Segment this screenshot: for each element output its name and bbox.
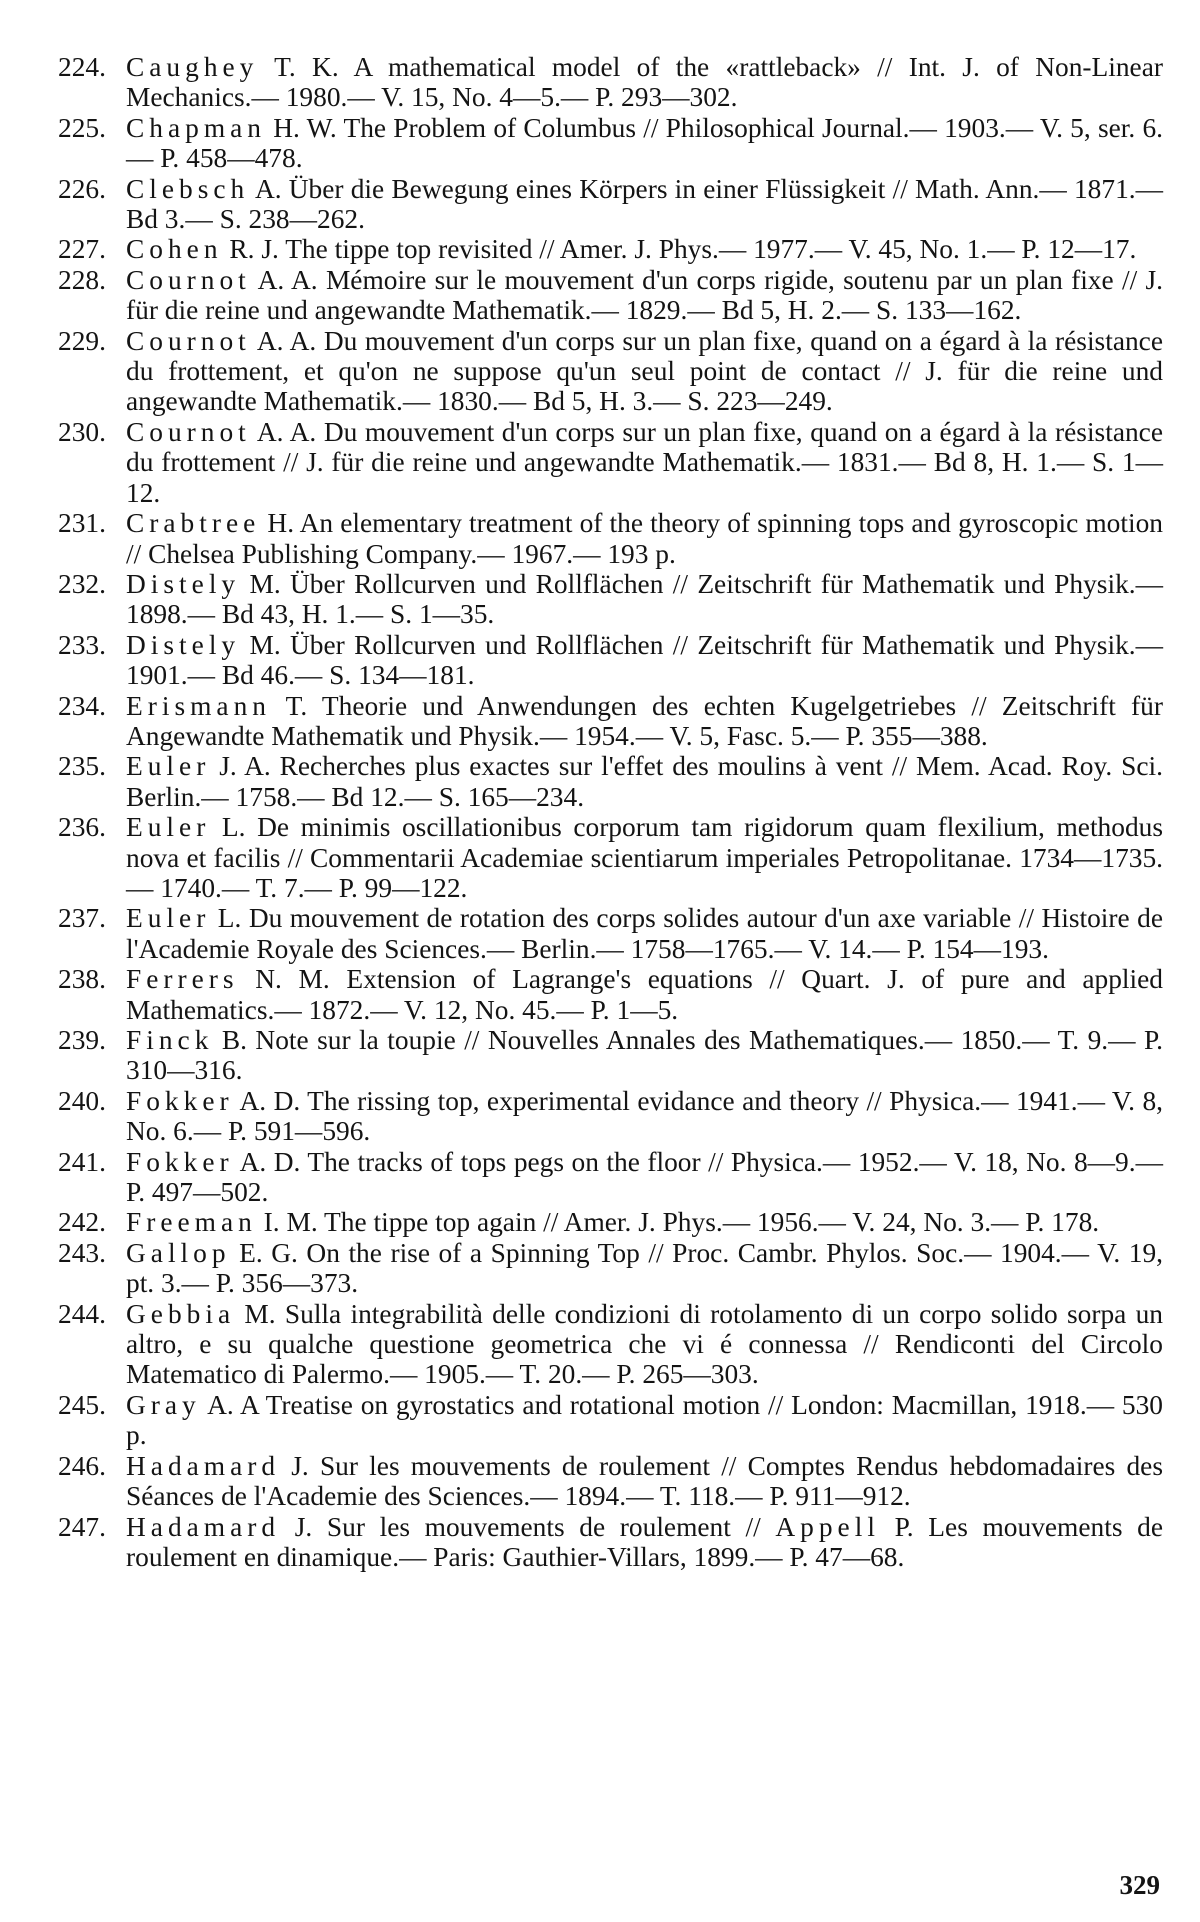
entry-author: Gallop: [126, 1237, 231, 1268]
entry-number: 234.: [58, 690, 106, 721]
bibliography-entry: [58, 1299, 1163, 1390]
entry-author-secondary: Appell: [775, 1511, 880, 1542]
entry-author: Chapman: [126, 112, 266, 143]
entry-text: J. Sur les mouvements de roulement // Comptes Rendus hebdomadaires des Séances de l'Academie des Sciences.— 1894.— T. 118.— P. 911—912.: [126, 1450, 1163, 1512]
entry-author: Gebbia: [126, 1298, 236, 1329]
entry-text: J. Sur les mouvements de roulement //: [280, 1511, 776, 1542]
entry-text: A. A. Mémoire sur le mouvement d'un corps rigide, soutenu par un plan fixe // J. für die reine und angewandte Mathematik.— 1829.— Bd 5, H. 2.— S. 133—162.: [126, 264, 1163, 326]
bibliography-entry: [58, 417, 1163, 508]
entry-author: Crabtree: [126, 508, 261, 539]
bibliography-entry: [58, 174, 1163, 235]
entry-number: 244.: [58, 1298, 106, 1329]
entry-number: 236.: [58, 812, 106, 843]
entry-text: B. Note sur la toupie // Nouvelles Annales des Mathematiques.— 1850.— T. 9.— P. 310—316.: [126, 1025, 1163, 1086]
entry-text: N. M. Extension of Lagrange's equations // Quart. J. of pure and applied Mathematics.— 1872.— V. 12, No. 45.— P. 1—5.: [126, 964, 1163, 1025]
entry-text: L. Du mouvement de rotation des corps solides autour d'un axe variable // Histoire de l'Academie Royale des Sciences.— Berlin.— 1758—1765.— V. 14.— P. 154—193.: [126, 903, 1163, 964]
entry-text: A. D. The rissing top, experimental evidance and theory // Physica.— 1941.— V. 8, No. 6.— P. 591—596.: [126, 1085, 1163, 1147]
bibliography-entry: [58, 265, 1163, 326]
bibliography-entry: [58, 1451, 1163, 1512]
entry-author: Cohen: [126, 234, 223, 265]
entry-number: 239.: [58, 1025, 106, 1055]
entry-author: Hadamard: [126, 1450, 281, 1481]
bibliography-entry: [58, 52, 1163, 113]
entry-text: A. D. The tracks of tops pegs on the floor // Physica.— 1952.— V. 18, No. 8—9.— P. 497—502.: [126, 1146, 1163, 1208]
entry-number: 224.: [58, 52, 106, 82]
bibliography-entry: [58, 569, 1163, 630]
entry-number: 241.: [58, 1146, 106, 1177]
page-number: 329: [1119, 1870, 1160, 1900]
bibliography-entry: [58, 1025, 1163, 1086]
entry-text: E. G. On the rise of a Spinning Top // Proc. Cambr. Phylos. Soc.— 1904.— V. 19, pt. 3.— P. 356—373.: [126, 1237, 1163, 1299]
entry-author: Finck: [126, 1025, 214, 1055]
bibliography-entry: [58, 903, 1163, 964]
entry-author: Fokker: [126, 1085, 234, 1116]
bibliography-entry: [58, 326, 1163, 417]
bibliography-entry: [58, 964, 1163, 1025]
bibliography-entry: [58, 630, 1163, 691]
entry-number: 231.: [58, 508, 106, 539]
entry-number: 238.: [58, 964, 106, 995]
entry-author: Cournot: [126, 264, 251, 295]
entry-number: 229.: [58, 325, 106, 356]
entry-author: Distely: [126, 568, 241, 599]
entry-author: Caughey: [126, 52, 259, 82]
entry-number: 235.: [58, 751, 106, 782]
entry-number: 237.: [58, 903, 106, 934]
entry-author: Euler: [126, 751, 211, 782]
entry-text: M. Über Rollcurven und Rollflächen // Zeitschrift für Mathematik und Physik.— 1898.— Bd 43, H. 1.— S. 1—35.: [126, 568, 1163, 630]
entry-text-continued: P. Les mouvements de roulement en dinamique.— Paris: Gauthier-Villars, 1899.— P. 47—68.: [126, 1511, 1163, 1572]
entry-author: Hadamard: [126, 1511, 281, 1542]
entry-author: Fokker: [126, 1146, 234, 1177]
entry-text: A. A. Du mouvement d'un corps sur un plan fixe, quand on a égard à la résistance du frottement, et qu'on ne suppose qu'un seul point de contact // J. für die reine und angewandte Mathematik.— 1830.— Bd 5, H. 3.— S. 223—249.: [126, 325, 1163, 417]
entry-author: Freeman: [126, 1207, 257, 1238]
bibliography-entry: [58, 812, 1163, 903]
entry-text: M. Über Rollcurven und Rollflächen // Zeitschrift für Mathematik und Physik.— 1901.— Bd 46.— S. 134—181.: [126, 629, 1163, 691]
entry-author: Euler: [126, 812, 211, 843]
bibliography-list: [58, 52, 1163, 1572]
entry-author: Distely: [126, 629, 241, 660]
entry-number: 245.: [58, 1389, 106, 1420]
entry-author: Clebsch: [126, 173, 250, 204]
entry-number: 247.: [58, 1511, 106, 1542]
entry-text: A. A. Du mouvement d'un corps sur un plan fixe, quand on a égard à la résistance du frottement // J. für die reine und angewandte Mathematik.— 1831.— Bd 8, H. 1.— S. 1—12.: [126, 416, 1163, 508]
entry-author: Gray: [126, 1389, 201, 1420]
entry-number: 242.: [58, 1207, 106, 1238]
entry-number: 226.: [58, 173, 106, 204]
entry-number: 233.: [58, 629, 106, 660]
entry-number: 228.: [58, 264, 106, 295]
entry-number: 225.: [58, 112, 106, 143]
bibliography-entry: [58, 751, 1163, 812]
entry-text: I. M. The tippe top again // Amer. J. Phys.— 1956.— V. 24, No. 3.— P. 178.: [256, 1207, 1100, 1238]
entry-number: 232.: [58, 568, 106, 599]
bibliography-entry: [58, 508, 1163, 569]
entry-text: T. Theorie und Anwendungen des echten Kugelgetriebes // Zeitschrift für Angewandte Mathematik und Physik.— 1954.— V. 5, Fasc. 5.— P. 355—388.: [126, 690, 1163, 751]
entry-text: M. Sulla integrabilità delle condizioni di rotolamento di un corpo solido sorpa un altro, e su qualche questione geometrica che vi é connessa // Rendiconti del Circolo Matematico di Palermo.— 1905.— T. 20.— P. 265—303.: [126, 1298, 1163, 1390]
entry-number: 240.: [58, 1085, 106, 1116]
entry-author: Ferrers: [126, 964, 239, 995]
bibliography-entry: [58, 1086, 1163, 1147]
entry-text: H. W. The Problem of Columbus // Philosophical Journal.— 1903.— V. 5, ser. 6.— P. 458—478.: [126, 112, 1163, 174]
entry-author: Cournot: [126, 325, 251, 356]
bibliography-entry: [58, 1238, 1163, 1299]
entry-text: H. An elementary treatment of the theory of spinning tops and gyroscopic motion // Chelsea Publishing Company.— 1967.— 193 p.: [126, 508, 1163, 569]
entry-author: Euler: [126, 903, 211, 934]
entry-text: T. K. A mathematical model of the «rattleback» // Int. J. of Non-Linear Mechanics.— 1980.— V. 15, No. 4—5.— P. 293—302.: [126, 52, 1163, 113]
entry-text: A. A Treatise on gyrostatics and rotational motion // London: Macmillan, 1918.— 530 p.: [126, 1389, 1163, 1451]
entry-author: Cournot: [126, 416, 251, 447]
bibliography-entry: [58, 1512, 1163, 1573]
entry-text: A. Über die Bewegung eines Körpers in einer Flüssigkeit // Math. Ann.— 1871.— Bd 3.— S. 238—262.: [126, 173, 1163, 235]
entry-number: 243.: [58, 1237, 106, 1268]
entry-number: 230.: [58, 416, 106, 447]
entry-number: 246.: [58, 1450, 106, 1481]
entry-text: L. De minimis oscillationibus corporum tam rigidorum quam flexilium, methodus nova et facilis // Commentarii Academiae scientiarum imperiales Petropolitanae. 1734—1735.— 1740.— T. 7.— P. 99—122.: [126, 812, 1163, 903]
entry-number: 227.: [58, 234, 106, 265]
bibliography-entry: [58, 113, 1163, 174]
entry-text: J. A. Recherches plus exactes sur l'effet des moulins à vent // Mem. Acad. Roy. Sci. Berlin.— 1758.— Bd 12.— S. 165—234.: [126, 751, 1163, 812]
bibliography-entry: [58, 1207, 1163, 1237]
entry-author: Erismann: [126, 690, 271, 721]
bibliography-entry: [58, 234, 1163, 264]
entry-text: R. J. The tippe top revisited // Amer. J. Phys.— 1977.— V. 45, No. 1.— P. 12—17.: [222, 234, 1137, 265]
bibliography-entry: [58, 1147, 1163, 1208]
bibliography-entry: [58, 1390, 1163, 1451]
bibliography-entry: [58, 691, 1163, 752]
